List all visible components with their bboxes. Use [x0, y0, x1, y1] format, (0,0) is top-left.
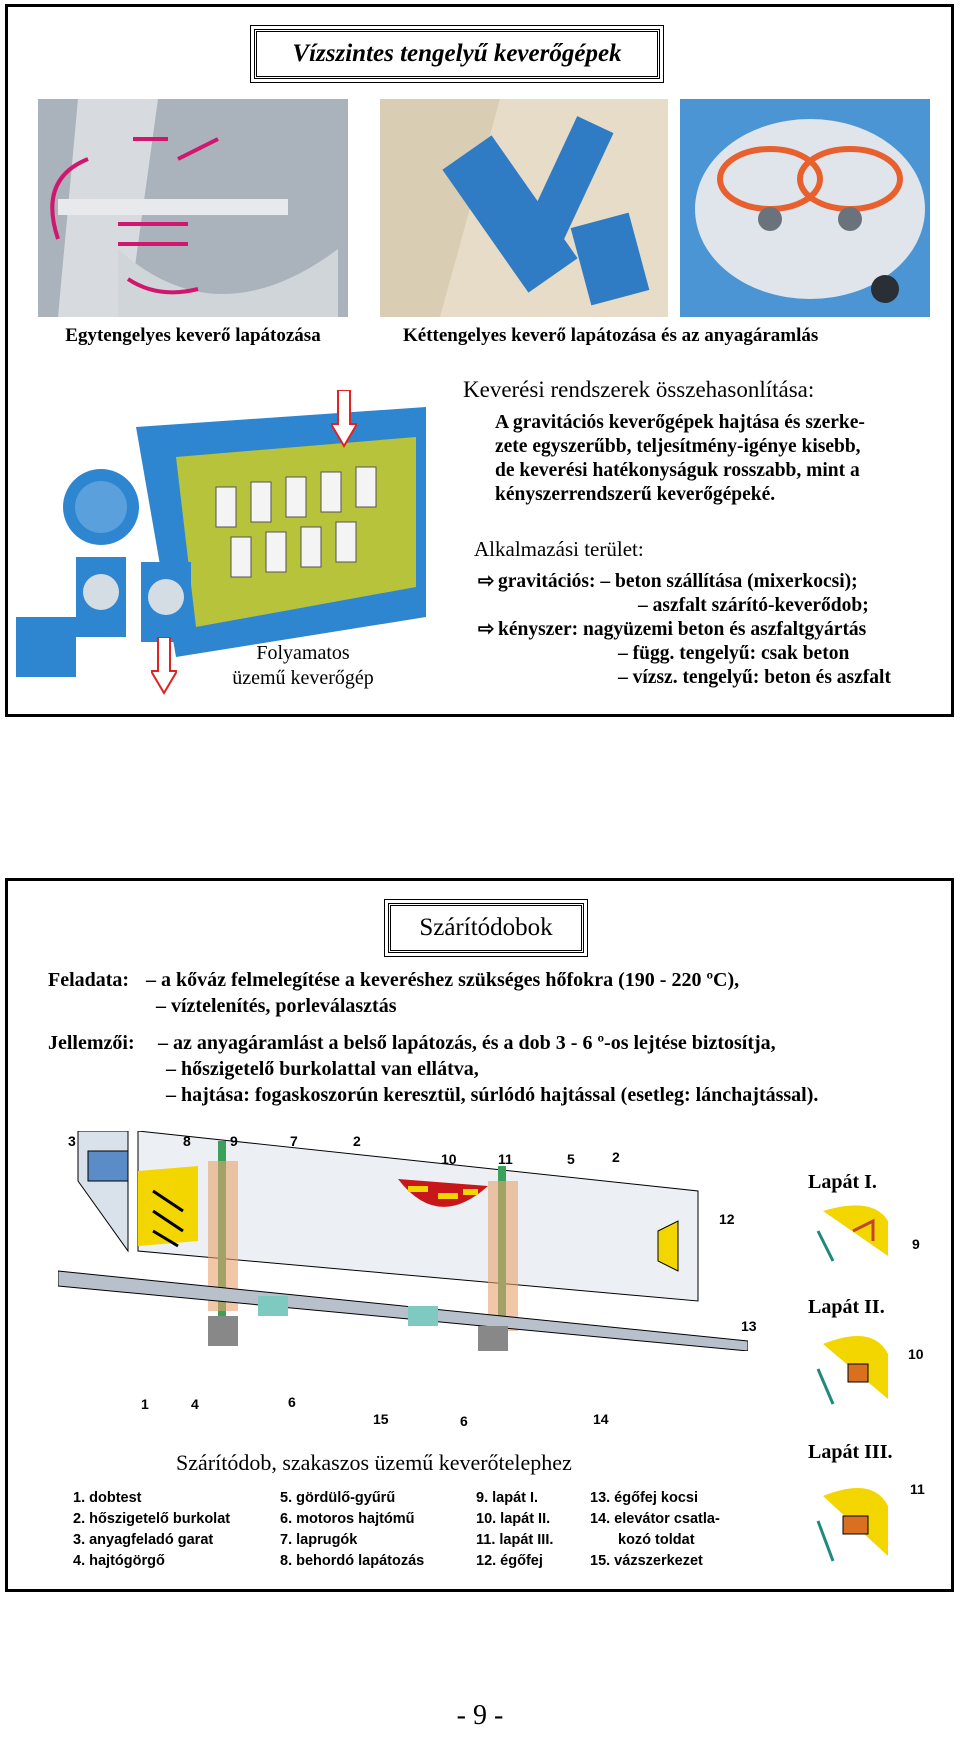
task-line-1: – a kőváz felmelegítése a keveréshez szükséges hőfokra (190 - 220 ºC), [146, 969, 740, 991]
legend-item: 14. elevátor csatla- [590, 1511, 720, 1527]
task-line-2: – víztelenítés, porleválasztás [156, 995, 397, 1017]
legend-item: 5. gördülő-gyűrű [280, 1490, 396, 1506]
legend-item: 1. dobtest [73, 1490, 142, 1506]
label-5: 5 [567, 1151, 575, 1167]
compare-heading: Keverési rendszerek összehasonlítása: [463, 377, 815, 402]
blade-3-illustration [813, 1481, 893, 1566]
label-10: 10 [441, 1151, 457, 1167]
label-11: 11 [498, 1151, 513, 1167]
legend-item: 3. anyagfeladó garat [73, 1532, 214, 1548]
machine-caption-line2: üzemű keverőgép [232, 667, 374, 689]
legend-item: 6. motoros hajtómű [280, 1511, 415, 1527]
legend-column-1 [73, 1488, 230, 1572]
label-6: 6 [288, 1394, 296, 1410]
application-line: – vízsz. tengelyű: beton és aszfalt [618, 667, 891, 688]
twin-shaft-photo [380, 99, 668, 317]
label-2: 2 [353, 1133, 361, 1149]
compare-line: kényszerrendszerű keverőgépeké. [495, 484, 776, 505]
legend-item: 15. vázszerkezet [590, 1553, 703, 1569]
legend-item: 12. égőfej [476, 1553, 543, 1569]
legend-item: 9. lapát I. [476, 1490, 539, 1506]
blade-2-illustration [813, 1329, 893, 1409]
outlet-arrow-icon [151, 637, 177, 695]
blade-1-label: Lapát I. [808, 1171, 877, 1193]
features-label: Jellemzői: [48, 1032, 135, 1054]
features-line-3: – hajtása: fogaskoszorún keresztül, súrlódó hajtással (esetleg: lánchajtással). [166, 1084, 819, 1106]
dryer-panel [5, 878, 954, 1592]
continuous-mixer-illustration [16, 387, 436, 687]
mixer-panel [5, 4, 954, 717]
legend-column-4 [590, 1488, 720, 1572]
page-number: - 9 - [456, 1700, 504, 1731]
compare-line: A gravitációs keverőgépek hajtása és szerke- [495, 412, 865, 433]
label-9: 9 [230, 1133, 238, 1149]
application-heading: Alkalmazási terület: [474, 537, 644, 561]
compare-paragraph [495, 411, 945, 507]
legend-item: 2. hőszigetelő burkolat [73, 1511, 231, 1527]
legend-item: 11. lapát III. [476, 1532, 554, 1548]
hollow-arrow-icon: ⇨ [478, 571, 495, 592]
application-line: – aszfalt szárító-keverődob; [638, 595, 869, 616]
compare-line: de keverési hatékonyságuk rosszabb, mint a [495, 460, 860, 481]
blade-3-label: Lapát III. [808, 1441, 893, 1463]
features-line-2: – hőszigetelő burkolattal van ellátva, [166, 1058, 479, 1080]
blade-2-label: Lapát II. [808, 1296, 885, 1318]
label-12: 12 [719, 1211, 735, 1227]
legend-column-2 [280, 1488, 424, 1572]
application-line: ⇨ gravitációs: – beton szállítása (mixerkocsi); [478, 571, 858, 592]
legend-item: kozó toldat [618, 1532, 695, 1548]
label-8: 8 [183, 1133, 191, 1149]
single-shaft-photo [38, 99, 348, 317]
label-7: 7 [290, 1133, 298, 1149]
legend-item: 8. behordó lapátozás [280, 1553, 425, 1569]
compare-line: zete egyszerűbb, teljesítmény-igénye kisebb, [495, 436, 861, 457]
label-6: 6 [460, 1413, 468, 1429]
drum-dryer-diagram [58, 1131, 748, 1351]
legend-column-3 [476, 1488, 553, 1572]
blade-3-number: 11 [910, 1481, 925, 1497]
blade-2-number: 10 [908, 1346, 924, 1362]
label-2: 2 [612, 1149, 620, 1165]
legend-item: 10. lapát II. [476, 1511, 551, 1527]
panel-title: Vízszintes tengelyű keverőgépek [254, 29, 660, 79]
application-list [478, 570, 948, 690]
diagram-caption: Szárítódob, szakaszos üzemű keverőtelephez [176, 1450, 572, 1475]
twin-shaft-flow-photo [680, 99, 930, 317]
machine-caption-line1: Folyamatos [256, 642, 350, 664]
blade-1-illustration [813, 1201, 893, 1266]
label-3: 3 [68, 1133, 76, 1149]
label-13: 13 [741, 1318, 757, 1334]
legend-item: 4. hajtógörgő [73, 1553, 165, 1569]
label-14: 14 [593, 1411, 609, 1427]
blade-1-number: 9 [912, 1236, 920, 1252]
legend-item: 7. laprugók [280, 1532, 358, 1548]
label-15: 15 [373, 1411, 389, 1427]
panel-title: Szárítódobok [388, 903, 584, 953]
task-label: Feladata: [48, 969, 130, 991]
inlet-arrow-icon [331, 390, 357, 448]
twin-shaft-caption: Kéttengelyes keverő lapátozása és az anyagáramlás [403, 325, 819, 346]
single-shaft-caption: Egytengelyes keverő lapátozása [65, 325, 321, 346]
application-line: – függ. tengelyű: csak beton [618, 643, 850, 664]
label-1: 1 [141, 1396, 149, 1412]
hollow-arrow-icon: ⇨ [478, 619, 495, 640]
legend-item: 13. égőfej kocsi [590, 1490, 698, 1506]
features-line-1: – az anyagáramlást a belső lapátozás, és a dob 3 - 6 º-os lejtése biztosítja, [158, 1032, 776, 1054]
label-4: 4 [191, 1396, 199, 1412]
application-line: ⇨ kényszer: nagyüzemi beton és aszfaltgyártás [478, 619, 867, 640]
